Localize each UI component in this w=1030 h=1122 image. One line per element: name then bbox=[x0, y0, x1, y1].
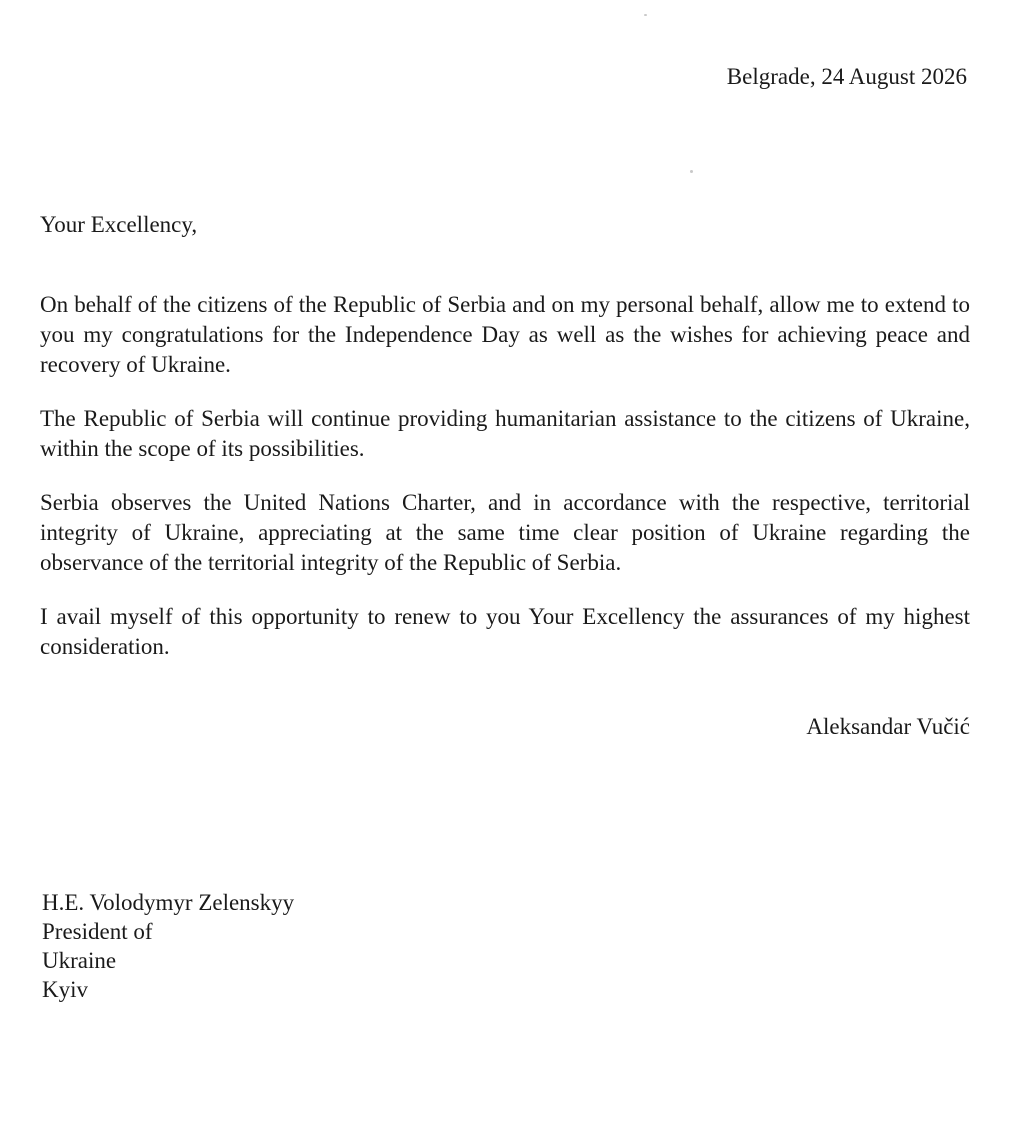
paragraph: On behalf of the citizens of the Republic of Serbia and on my personal behalf, allow me to extend to you my congratulations for the Independence Day as well as the wishes for achieving peace and recovery of Ukraine. bbox=[40, 292, 970, 377]
recipient-line: H.E. Volodymyr Zelenskyy bbox=[42, 890, 295, 915]
paragraph: The Republic of Serbia will continue providing humanitarian assistance to the citizens of Ukraine, within the scope of its possibilities. bbox=[40, 406, 970, 461]
scan-speck bbox=[644, 14, 647, 16]
salutation: Your Excellency, bbox=[40, 212, 198, 237]
scan-speck bbox=[690, 170, 693, 173]
signature-name: Aleksandar Vučić bbox=[806, 714, 970, 739]
paragraph: I avail myself of this opportunity to renew to you Your Excellency the assurances of my highest consideration. bbox=[40, 604, 970, 659]
recipient-address bbox=[42, 888, 294, 1004]
letter-body bbox=[40, 290, 970, 686]
recipient-line: Ukraine bbox=[42, 948, 117, 973]
recipient-line: President of bbox=[42, 919, 153, 944]
letter-date: Belgrade, 24 August 2026 bbox=[726, 64, 967, 89]
recipient-line: Kyiv bbox=[42, 977, 88, 1002]
paragraph: Serbia observes the United Nations Charter, and in accordance with the respective, territorial integrity of Ukraine, appreciating at the same time clear position of Ukraine regarding the observance of the territorial integrity of the Republic of Serbia. bbox=[40, 490, 970, 575]
